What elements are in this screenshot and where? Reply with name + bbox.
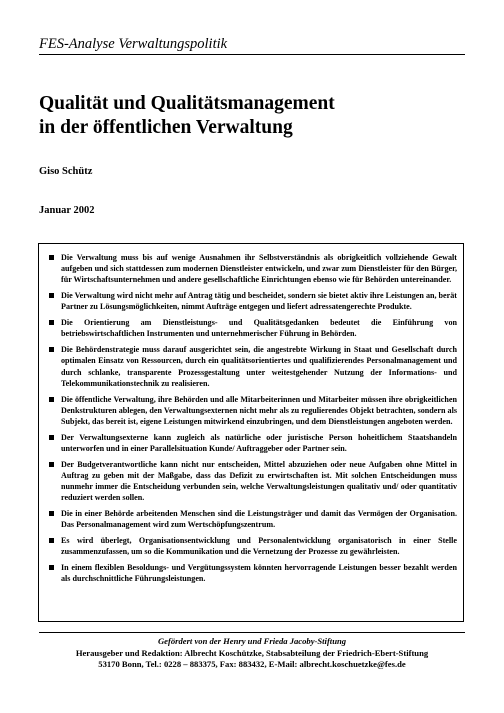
summary-item — [49, 290, 457, 312]
footer — [0, 636, 504, 671]
square-bullet-icon — [49, 435, 54, 440]
summary-item — [49, 317, 457, 339]
footer-rule — [39, 632, 465, 633]
square-bullet-icon — [49, 538, 54, 543]
summary-item — [49, 394, 457, 428]
title-line-1: Qualität und Qualitätsmanagement — [39, 93, 335, 114]
publication-date: Januar 2002 — [39, 205, 95, 216]
square-bullet-icon — [49, 255, 54, 260]
summary-item — [49, 459, 457, 504]
summary-item-text: Der Verwaltungsexterne kann zugleich als natürliche oder juristische Person hoheitlichem Staatshandeln unterworfen und in einer Parallelsituation Kunde/ Auftraggeber oder Partner sein. — [61, 432, 457, 454]
summary-item-text: Die Verwaltung muss bis auf wenige Ausnahmen ihr Selbstverständnis als obrigkeitlich vollziehende Gewalt aufgeben und sich stattdessen zum modernen Dienstleister entwickeln, und zwar zum Dienstleister für den Bürger, für Wirtschaftsunternehmen und andere gesellschaftliche Einrichtungen ebenso wie für Behörden untereinander. — [61, 253, 457, 285]
summary-item-text: Die Orientierung am Dienstleistungs- und Qualitätsgedanken bedeutet die Einführung von betriebswirtschaftlichen Instrumenten und unternehmerischer Führung in Behörden. — [61, 318, 457, 339]
title-line-2: in der öffentlichen Verwaltung — [39, 117, 293, 138]
summary-item — [49, 344, 457, 389]
square-bullet-icon — [49, 397, 54, 402]
square-bullet-icon — [49, 293, 54, 298]
document-title — [39, 92, 335, 140]
header-rule — [39, 54, 465, 55]
summary-item — [49, 252, 457, 286]
summary-item-text: In einem flexiblen Besoldungs- und Vergütungssystem könnten hervorragende Leistungen besser bezahlt werden als durchschnittliche Führungsleistungen. — [61, 563, 457, 584]
summary-box — [38, 243, 464, 622]
summary-item-text: Die öffentliche Verwaltung, ihre Behörden und alle Mitarbeiterinnen und Mitarbeiter müssen ihre obrigkeitlichen Denkstrukturen ablegen, den Verwaltungsexternen nicht mehr als zu regulierendes Objekt betrachten, sondern als Subjekt, das bereit ist, eigene Leistungen mitwirkend einzubringen, und dem Dienstleistungen angeboten werden. — [61, 394, 457, 427]
footer-sponsor: Gefördert von der Henry und Frieda Jacoby-Stiftung — [157, 636, 347, 646]
square-bullet-icon — [49, 565, 54, 570]
square-bullet-icon — [49, 511, 54, 516]
series-title: FES-Analyse Verwaltungspolitik — [39, 36, 228, 52]
square-bullet-icon — [49, 320, 54, 325]
summary-item — [49, 535, 457, 557]
summary-item — [49, 432, 457, 454]
summary-item-text: Der Budgetverantwortliche kann nicht nur entscheiden, Mittel abzuziehen oder neue Aufgaben ohne Mittel in Auftrag zu geben mit der Maßgabe, dass das Defizit zu erwirtschaften ist. Mit solchen Entscheidungen muss nunmehr immer die Entscheidung verbunden sein, welche Verwaltungsleistungen qualitativ und/ oder quantitativ reduziert werden sollen. — [61, 459, 457, 503]
footer-address: 53170 Bonn, Tel.: 0228 – 883375, Fax: 883432, E-Mail: albrecht.koschuetzke@fes.de — [98, 659, 406, 670]
square-bullet-icon — [49, 347, 54, 352]
summary-item-text: Die Behördenstrategie muss darauf ausgerichtet sein, die angestrebte Wirkung in Staat und Gesellschaft durch optimalen Einsatz von Ressourcen, durch ein qualitätsorientiertes und qualifizierendes Personalmanagement und durch schlanke, transparente Prozessgestaltung unter weitestgehender Nutzung der Informations- und Telekommunikationstechnik zu realisieren. — [61, 345, 457, 388]
summary-item — [49, 508, 457, 530]
author: Giso Schütz — [39, 166, 93, 177]
square-bullet-icon — [49, 462, 54, 467]
summary-item-text: Die in einer Behörde arbeitenden Menschen sind die Leistungsträger und damit das Vermögen der Organisation. Das Personalmanagement wird zum Wertschöpfungszentrum. — [61, 509, 457, 530]
summary-item-text: Die Verwaltung wird nicht mehr auf Antrag tätig und bescheidet, sondern sie bietet aktiv ihre Leistungen an, berät Partner zu Lösungsmöglichkeiten, nimmt Aufträge entgegen und liefert adressatengerechte Produkte. — [61, 291, 457, 312]
summary-item — [49, 562, 457, 584]
summary-item-text: Es wird überlegt, Organisationsentwicklung und Personalentwicklung organisatorisch in einer Stelle zusammenzufassen, um so die Kommunikation und die Vernetzung der Prozesse zu gewährleisten. — [61, 536, 457, 557]
footer-publisher: Herausgeber und Redaktion: Albrecht Koschützke, Stabsabteilung der Friedrich-Ebert-Stiftung — [75, 647, 429, 658]
